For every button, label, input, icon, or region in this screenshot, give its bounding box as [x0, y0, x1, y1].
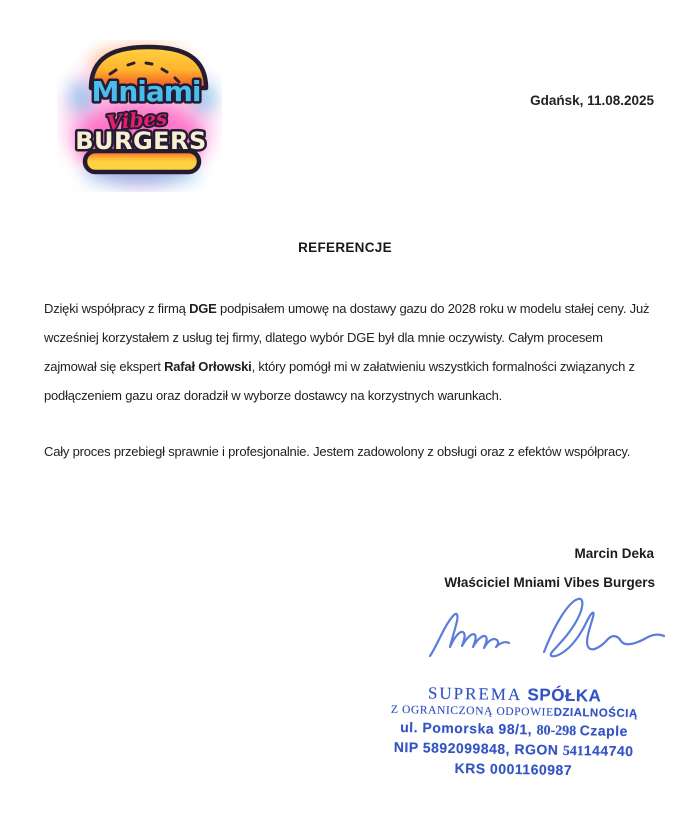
- bold-company-name: DGE: [189, 301, 217, 316]
- document-title: REFERENCJE: [298, 240, 392, 255]
- stamp-legal-form: Z OGRANICZONĄ ODPOWIEDZIALNOŚCIĄ: [390, 703, 638, 721]
- stamp-nip-regon: NIP 5892099848, RGON 541144740: [393, 738, 634, 760]
- stamp-address: ul. Pomorska 98/1, 80-298 Czaple: [400, 719, 628, 740]
- company-stamp: [382, 682, 646, 781]
- logo-word-burgers: BURGERS: [75, 127, 207, 155]
- bold-expert-name: Rafał Orłowski: [164, 359, 252, 374]
- signer-name: Marcin Deka: [574, 546, 654, 561]
- logo-word-vibes: Vibes: [105, 105, 169, 135]
- company-logo: [57, 40, 222, 192]
- paragraph-text: Cały proces przebiegł sprawnie i profesjonalnie. Jestem zadowolony z obsługi oraz z efektów współpracy.: [44, 444, 631, 459]
- paragraph-text: Dzięki współpracy z firmą: [44, 301, 190, 316]
- date-line: Gdańsk, 11.08.2025: [530, 93, 654, 108]
- stamp-company-name: SUPREMA SPÓŁKA: [427, 683, 602, 706]
- paragraph-text: , który pomógł mi w załatwieniu wszystkich formalności związanych z podłączeniem gazu oraz doradził w wyborze dostawcy na korzystnych warunkach.: [44, 359, 635, 403]
- stamp-krs: KRS 0001160987: [454, 759, 573, 779]
- paragraph-1: [44, 294, 652, 410]
- signer-role: Właściciel Mniami Vibes Burgers: [444, 575, 655, 590]
- logo-word-mniami: Mniami: [91, 75, 201, 108]
- paragraph-text: podpisałem umowę na dostawy gazu do 2028 roku w modelu stałej ceny. Już wcześniej korzystałem z usług tej firmy, dlatego wybór DGE był dla mnie oczywisty. Całym procesem zajmował się ekspert: [44, 301, 650, 374]
- paragraph-2: [44, 437, 652, 466]
- handwritten-signature: [424, 592, 672, 664]
